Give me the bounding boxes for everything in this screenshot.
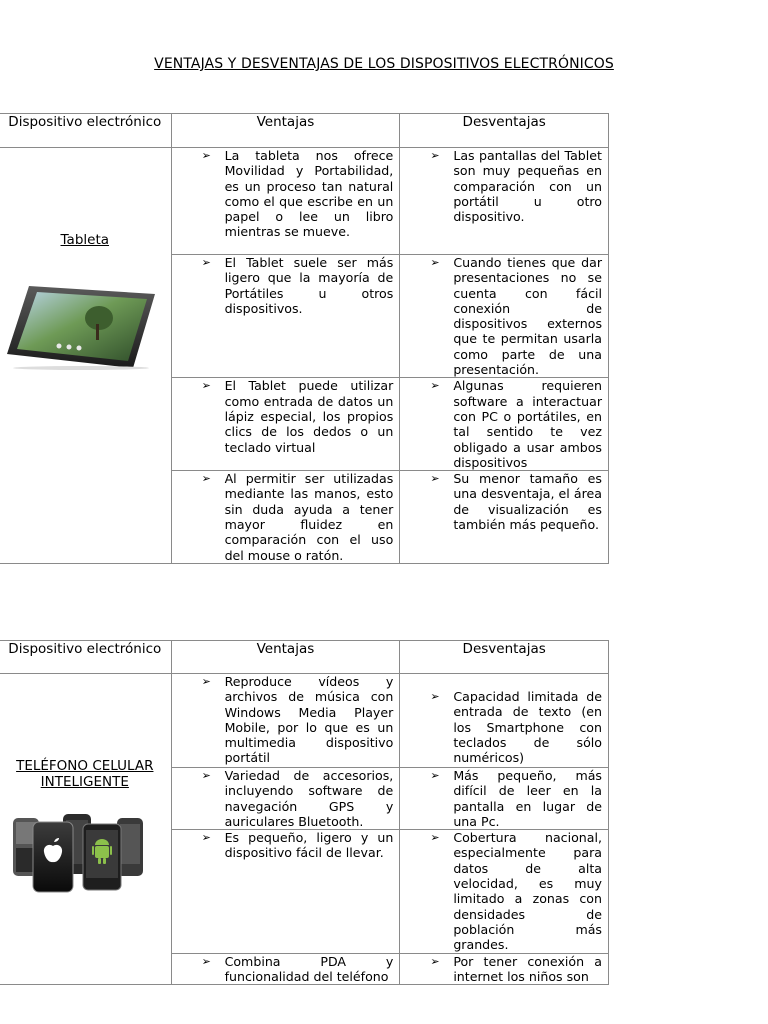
- advantage-text: Variedad de accesorios, incluyendo software de navegación GPS y auriculares Bluetooth.: [224, 768, 394, 829]
- disadvantage-text: Más pequeño, más difícil de leer en la pantalla en lugar de una Pc.: [453, 768, 602, 829]
- advantage-text: Es pequeño, ligero y un dispositivo fácil de llevar.: [224, 830, 394, 861]
- disadvantage-text: Capacidad limitada de entrada de texto (en los Smartphone con teclados de sólo numéricos): [453, 689, 602, 766]
- bullet-arrow-icon: ➢: [430, 379, 440, 393]
- disadvantage-cell: [400, 953, 609, 985]
- advantage-text: Reproduce vídeos y archivos de música con Windows Media Player Mobile, por lo que es un multimedia dispositivo portátil: [224, 674, 394, 766]
- disadvantage-cell: [400, 830, 609, 953]
- disadvantage-cell: [400, 255, 609, 378]
- bullet-arrow-icon: ➢: [201, 149, 211, 162]
- header-device: Dispositivo electrónico: [0, 641, 171, 674]
- advantage-cell: [171, 953, 400, 985]
- bullet-arrow-icon: ➢: [201, 675, 211, 688]
- advantage-cell: [171, 378, 400, 471]
- advantage-cell: [171, 674, 400, 768]
- device-cell: [0, 674, 171, 985]
- disadvantage-text: Su menor tamaño es una desventaja, el área de visualización es también más pequeño.: [453, 471, 602, 533]
- advantage-text: Combina PDA y funcionalidad del teléfono: [224, 953, 394, 984]
- bullet-arrow-icon: ➢: [430, 149, 440, 162]
- header-advantages: Ventajas: [171, 641, 400, 674]
- disadvantage-cell: [400, 674, 609, 768]
- bullet-arrow-icon: ➢: [430, 769, 440, 782]
- bullet-arrow-icon: ➢: [201, 831, 211, 845]
- advantage-text: Al permitir ser utilizadas mediante las manos, esto sin duda ayuda a tener mayor fluidez en comparación con el uso del mouse o ratón.: [224, 471, 394, 563]
- bullet-arrow-icon: ➢: [430, 954, 440, 968]
- advantage-text: La tableta nos ofrece Movilidad y Portabilidad, es un proceso tan natural como el que escribe en un papel o lee un libro mientras se mueve.: [224, 148, 394, 240]
- header-advantages: Ventajas: [171, 114, 400, 148]
- bullet-arrow-icon: ➢: [201, 256, 211, 269]
- device-name: TELÉFONO CELULAR INTELIGENTE: [16, 758, 154, 790]
- advantage-text: El Tablet puede utilizar como entrada de datos un lápiz especial, los propios clics de los dedos o un teclado virtual: [224, 378, 394, 455]
- disadvantage-cell: [400, 378, 609, 471]
- disadvantage-text: Cuando tienes que dar presentaciones no se cuenta con fácil conexión de dispositivos externos que te permitan usarla como parte de una presentación.: [453, 255, 602, 378]
- advantage-cell: [171, 471, 400, 564]
- disadvantage-text: Las pantallas del Tablet son muy pequeñas en comparación con un portátil u otro dispositivo.: [453, 148, 602, 225]
- bullet-arrow-icon: ➢: [201, 472, 211, 486]
- advantage-cell: [171, 255, 400, 378]
- page-title: VENTAJAS Y DESVENTAJAS DE LOS DISPOSITIVOS ELECTRÓNICOS: [154, 56, 614, 72]
- comparison-table-smartphone: [0, 640, 609, 985]
- header-disadvantages: Desventajas: [400, 641, 609, 674]
- comparison-table-tablet: [0, 113, 609, 564]
- advantage-text: El Tablet suele ser más ligero que la mayoría de Portátiles u otros dispositivos.: [224, 255, 394, 316]
- disadvantage-text: Cobertura nacional, especialmente para datos de alta velocidad, es muy limitado a zonas con densidades de población más grandes.: [453, 830, 602, 953]
- advantage-cell: [171, 148, 400, 255]
- bullet-arrow-icon: ➢: [201, 769, 211, 782]
- tablet-photo: [7, 280, 159, 370]
- header-disadvantages: Desventajas: [400, 114, 609, 148]
- disadvantage-text: Algunas requieren software a interactuar con PC o portátiles, en tal sentido te vez obligado a usar ambos dispositivos: [453, 378, 602, 470]
- disadvantage-cell: [400, 148, 609, 255]
- device-name: Tableta: [60, 232, 110, 248]
- bullet-arrow-icon: ➢: [430, 472, 440, 486]
- advantage-cell: [171, 830, 400, 953]
- header-device: Dispositivo electrónico: [0, 114, 171, 148]
- smartphones-photo: [13, 812, 143, 894]
- bullet-arrow-icon: ➢: [430, 690, 440, 703]
- bullet-arrow-icon: ➢: [430, 831, 440, 845]
- disadvantage-cell: [400, 471, 609, 564]
- bullet-arrow-icon: ➢: [430, 256, 440, 269]
- disadvantage-text: Por tener conexión a internet los niños son: [453, 953, 602, 984]
- device-cell: [0, 148, 171, 564]
- bullet-arrow-icon: ➢: [201, 954, 211, 968]
- bullet-arrow-icon: ➢: [201, 379, 211, 393]
- advantage-cell: [171, 768, 400, 830]
- disadvantage-cell: [400, 768, 609, 830]
